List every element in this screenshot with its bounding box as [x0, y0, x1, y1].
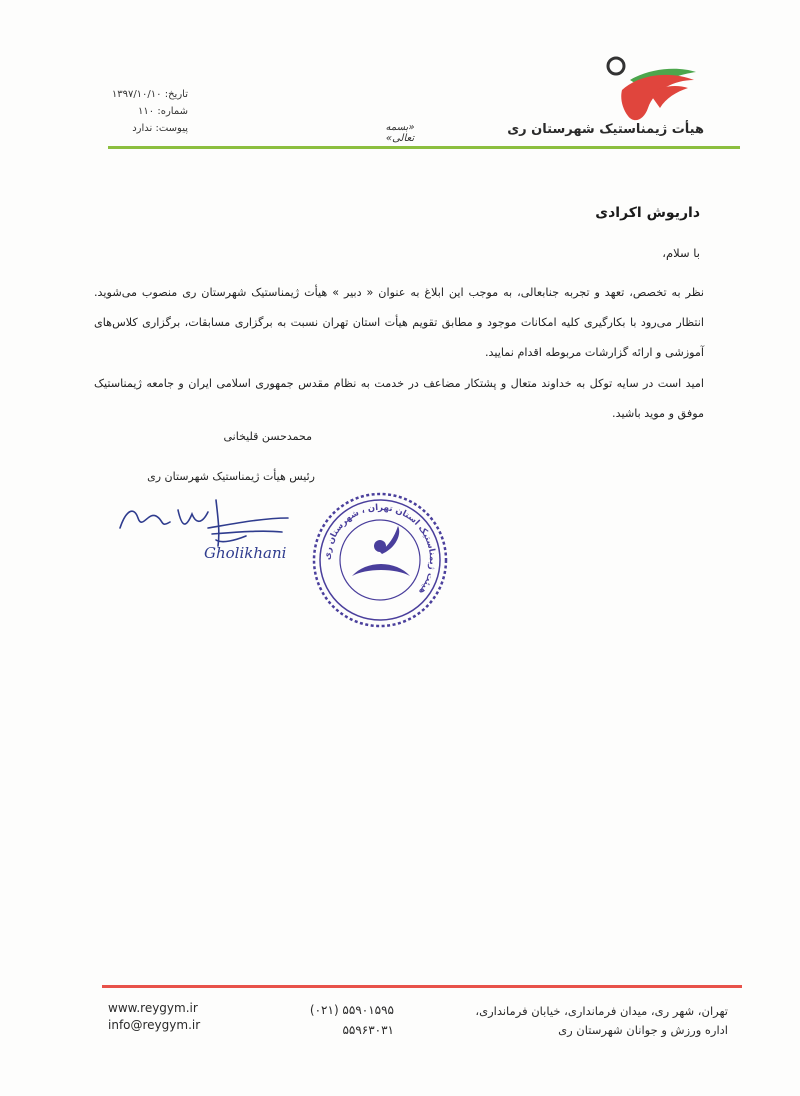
address-line-2: اداره ورزش و جوانان شهرستان ری [558, 1023, 728, 1037]
stamp-text: هیئت ژیمناستیک استان تهران ، شهرستان ری [322, 502, 438, 597]
official-stamp-icon [310, 490, 450, 630]
phone-1: (۰۲۱) ۵۵۹۰۱۵۹۵ [309, 1003, 394, 1017]
address-line-1: تهران، شهر ری، میدان فرمانداری، خیابان فرمانداری، [475, 1004, 728, 1018]
handwritten-signature-icon [112, 488, 292, 568]
signer-name: محمدحسن قلیخانی [223, 430, 312, 443]
number-line: شماره: ۱۱۰ [138, 106, 188, 117]
signer-title: رئیس هیأت ژیمناستیک شهرستان ری [147, 470, 315, 483]
signature-latin: Gholikhani [204, 544, 287, 562]
footer-address [475, 1002, 728, 1040]
letter-meta [68, 86, 188, 137]
website-link[interactable]: www.reygym.ir [108, 1001, 198, 1015]
header-divider [108, 146, 740, 149]
body-paragraph-1: نظر به تخصص، تعهد و تجربه جنابعالی، به موجب این ابلاغ به عنوان « دبیر » هیأت ژیمناستیک شهرستان ری منصوب می‌شوید. انتظار می‌رود با بکارگیری کلیه امکانات موجود و مطابق تقویم هیأت استان تهران نسبت به برگزاری مسابقات، برگزاری کلاس‌های آموزشی و ارائه گزارشات مربوطه اقدام نمایید. [94, 286, 704, 359]
body-paragraph-2: امید است در سایه توکل به خداوند متعال و پشتکار مضاعف در خدمت به نظام مقدس جمهوری اسلامی ایران و جامعه ژیمناستیک موفق و موید باشید. [94, 377, 704, 420]
organization-logo-icon [600, 50, 700, 130]
recipient-name: داریوش اکرادی [595, 205, 700, 221]
email-link[interactable]: info@reygym.ir [108, 1018, 201, 1032]
footer-web [108, 1000, 200, 1034]
phone-2: ۵۵۹۶۳۰۳۱ [342, 1023, 394, 1037]
organization-name: هیأت ژیمناستیک شهرستان ری [507, 122, 704, 137]
attachment-line: پیوست: ندارد [132, 123, 188, 134]
footer-phones [284, 1000, 394, 1040]
date-line: تاریخ: ۱۳۹۷/۱۰/۱۰ [111, 89, 188, 100]
header-invocation: «بسمه تعالی» [385, 122, 415, 144]
greeting: با سلام، [662, 246, 700, 260]
footer-divider [102, 985, 742, 988]
